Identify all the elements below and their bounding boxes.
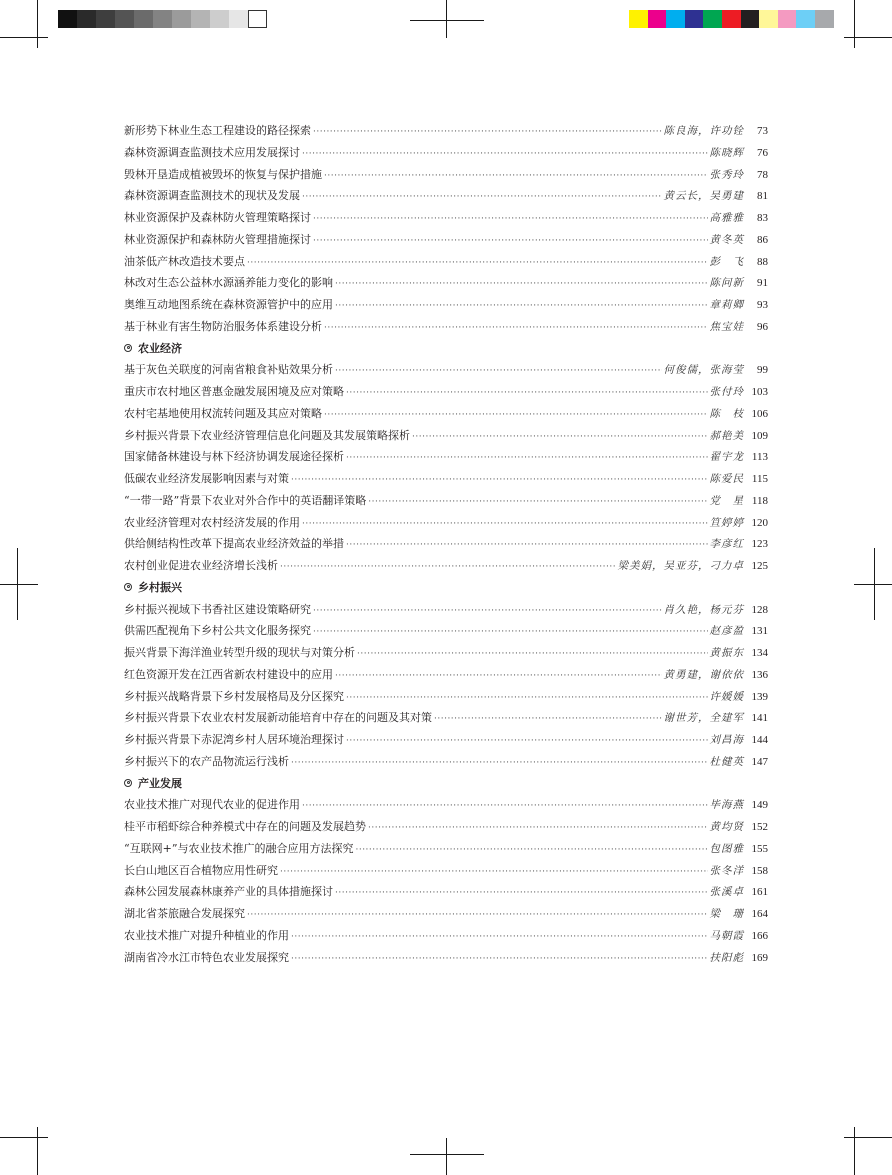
toc-entry[interactable] [124,883,768,901]
entry-authors: 张秀玲 [709,168,744,181]
entry-authors: 陈晓辉 [709,146,744,159]
entry-page-number: 106 [751,407,768,420]
toc-entry[interactable] [124,666,768,684]
dot-leader [335,884,708,902]
dot-leader [368,493,707,511]
entry-authors: 何俊儒，张海莹 [663,364,744,377]
entry-page-number: 115 [751,473,768,485]
double-circle-icon [124,583,132,591]
toc-entry[interactable] [124,209,768,227]
entry-title: 国家储备林建设与林下经济协调发展途径探析 [124,450,344,464]
entry-authors: 章莉卿 [709,299,744,311]
dot-leader [280,863,708,881]
dot-leader [302,797,708,815]
entry-title: 振兴背景下海洋渔业转型升级的现状与对策分析 [124,646,355,659]
entry-title: 红色资源开发在江西省新农村建设中的应用 [124,667,333,681]
entry-page-number: 81 [757,190,768,203]
entry-page-number: 131 [751,625,768,638]
dot-leader [346,536,708,554]
entry-title: “一带一路”背景下农业对外合作中的英语翻译策略 [124,493,367,507]
entry-title: 林业资源保护和森林防火管理措施探讨 [124,232,311,246]
entry-title: 农村创业促进农业经济增长浅析 [124,559,278,572]
entry-page-number: 93 [757,299,768,311]
dot-leader [291,754,708,772]
section-heading [124,775,182,793]
toc-entry[interactable] [124,731,768,749]
entry-authors: 高雅雅 [709,212,744,224]
toc-entry[interactable] [124,470,768,488]
entry-authors: 刘昌海 [709,734,744,746]
entry-authors: 彭 飞 [709,255,744,268]
entry-title: 低碳农业经济发展影响因素与对策 [124,472,289,485]
entry-authors: 陈良海，许功铨 [663,125,744,137]
toc-entry[interactable] [124,557,768,575]
dot-leader [313,623,708,641]
entry-page-number: 76 [757,146,768,159]
dot-leader [313,232,708,250]
entry-title: 乡村振兴下的农产品物流运行浅析 [124,754,289,768]
entry-title: 桂平市稻虾综合种养模式中存在的问题及发展趋势 [124,820,366,833]
entry-authors: 杜健英 [709,755,744,768]
entry-authors: 黄勇建，谢依依 [663,668,744,681]
entry-title: 森林资源调查监测技术的现状及发展 [124,189,300,203]
entry-authors: 翟宇龙 [709,451,744,464]
entry-title: 油茶低产林改造技术要点 [124,254,245,268]
section-heading [124,579,182,597]
dot-leader [357,645,708,663]
entry-title: 农业技术推广对提升种植业的作用 [124,928,289,942]
toc-entry[interactable] [124,144,768,162]
dot-leader [346,732,708,750]
toc-entry[interactable] [124,840,768,858]
dot-leader [346,384,708,402]
dot-leader [280,558,616,576]
entry-authors: 黄振东 [709,647,744,659]
dot-leader [313,123,662,141]
entry-authors: 谢世芳，全建军 [663,712,744,725]
entry-page-number: 91 [757,277,768,290]
entry-page-number: 144 [751,734,768,746]
entry-authors: 陈爱民 [709,473,744,485]
entry-page-number: 166 [751,929,768,942]
toc-entry[interactable] [124,405,768,423]
toc-entry[interactable] [124,296,768,314]
entry-authors: 党 星 [709,494,744,507]
entry-title: 湖北省茶旅融合发展探究 [124,907,245,920]
toc-entry[interactable] [124,622,768,640]
entry-title: 毁林开垦造成植被毁坏的恢复与保护措施 [124,167,322,181]
dot-leader [324,167,708,185]
toc-entry[interactable] [124,492,768,510]
entry-page-number: 120 [751,516,768,529]
toc-entry[interactable] [124,709,768,727]
entry-page-number: 88 [757,255,768,268]
toc-entry[interactable] [124,753,768,771]
toc-entry[interactable] [124,253,768,271]
entry-authors: 陈问新 [709,277,744,290]
toc-entry[interactable] [124,927,768,945]
entry-page-number: 123 [751,538,768,551]
entry-page-number: 96 [757,320,768,333]
toc-entry[interactable] [124,949,768,967]
dot-leader [302,515,708,533]
entry-page-number: 164 [751,908,768,920]
entry-title: 农业技术推广对现代农业的促进作用 [124,798,300,812]
dot-leader [302,145,708,163]
toc-entry[interactable] [124,601,768,619]
entry-authors: 梁 珊 [709,908,744,920]
entry-page-number: 73 [757,125,768,137]
toc-entry[interactable] [124,166,768,184]
dot-leader [412,428,708,446]
dot-leader [313,210,708,228]
entry-authors: 毕海燕 [709,799,744,812]
dot-leader [291,950,708,968]
toc-entry[interactable] [124,361,768,379]
entry-authors: 郝艳美 [709,429,744,442]
entry-authors: 包图雅 [709,842,744,855]
dot-leader [247,906,708,924]
section-label: 农业经济 [138,341,182,355]
entry-page-number: 136 [751,668,768,681]
entry-page-number: 161 [751,886,768,899]
entry-page-number: 139 [751,690,768,703]
entry-title: 供给侧结构性改革下提高农业经济效益的举措 [124,537,344,551]
section-heading [124,340,182,358]
entry-title: 乡村振兴背景下农业农村发展新动能培育中存在的问题及其对策 [124,711,432,725]
entry-authors: 焦宝娃 [709,320,744,333]
toc-entry[interactable] [124,383,768,401]
entry-title: 基于灰色关联度的河南省粮食补贴效果分析 [124,363,333,377]
toc-entry[interactable] [124,274,768,292]
dot-leader [313,602,662,620]
entry-page-number: 86 [757,233,768,246]
dot-leader [335,362,662,380]
entry-authors: 扶阳彪 [709,951,744,964]
entry-authors: 肖久艳，杨元芬 [663,603,744,616]
toc-entry[interactable] [124,862,768,880]
entry-page-number: 149 [751,799,768,812]
section-label: 乡村振兴 [138,580,182,594]
dot-leader [335,297,708,315]
dot-leader [324,406,708,424]
entry-authors: 李彦红 [709,538,744,551]
toc-entry[interactable] [124,122,768,140]
entry-authors: 黄冬英 [709,233,744,246]
toc-entry[interactable] [124,427,768,445]
double-circle-icon [124,779,132,787]
entry-page-number: 152 [751,821,768,833]
entry-authors: 梁美娟，吴亚芬，刁力卓 [617,560,744,572]
toc-entry[interactable] [124,644,768,662]
entry-page-number: 78 [757,168,768,181]
toc-entry[interactable] [124,818,768,836]
toc-entry[interactable] [124,535,768,553]
dot-leader [346,689,708,707]
double-circle-icon [124,344,132,352]
toc-entry[interactable] [124,796,768,814]
entry-page-number: 118 [751,494,768,507]
entry-title: 乡村振兴背景下赤泥湾乡村人居环境治理探讨 [124,733,344,746]
entry-title: 林改对生态公益林水源涵养能力变化的影响 [124,276,333,290]
entry-page-number: 99 [757,364,768,377]
toc-entry[interactable] [124,448,768,466]
entry-authors: 赵彦盈 [709,625,744,638]
entry-page-number: 128 [751,603,768,616]
dot-leader [335,275,708,293]
entry-page-number: 113 [751,451,768,464]
entry-page-number: 134 [751,647,768,659]
entry-page-number: 169 [751,951,768,964]
dot-leader [335,667,662,685]
toc-entry[interactable] [124,905,768,923]
entry-page-number: 103 [751,386,768,398]
entry-page-number: 83 [757,212,768,224]
entry-title: 林业资源保护及森林防火管理策略探讨 [124,211,311,224]
dot-leader [434,710,662,728]
dot-leader [247,254,708,272]
entry-page-number: 125 [751,560,768,572]
toc-entry[interactable] [124,231,768,249]
entry-page-number: 147 [751,755,768,768]
toc-entry[interactable] [124,514,768,532]
entry-title: 农业经济管理对农村经济发展的作用 [124,515,300,529]
entry-authors: 笪婷婷 [709,516,744,529]
entry-title: 乡村振兴战略背景下乡村发展格局及分区探究 [124,689,344,703]
entry-authors: 许媛媛 [709,690,744,703]
dot-leader [355,841,707,859]
entry-title: “互联网+”与农业技术推广的融合应用方法探究 [124,841,354,855]
entry-page-number: 155 [751,842,768,855]
entry-authors: 黄云长，吴勇建 [663,190,744,203]
section-label: 产业发展 [138,776,182,790]
entry-title: 重庆市农村地区普惠金融发展困境及应对策略 [124,385,344,398]
entry-page-number: 109 [751,429,768,442]
dot-leader [291,471,708,489]
dot-leader [368,819,708,837]
entry-authors: 马朝霞 [709,929,744,942]
entry-page-number: 141 [751,712,768,725]
entry-title: 新形势下林业生态工程建设的路径探索 [124,124,311,137]
entry-page-number: 158 [751,864,768,877]
dot-leader [324,319,708,337]
entry-authors: 陈 枝 [709,407,744,420]
entry-title: 农村宅基地使用权流转问题及其应对策略 [124,406,322,420]
entry-title: 供需匹配视角下乡村公共文化服务探究 [124,624,311,638]
entry-authors: 张付玲 [709,386,744,398]
entry-title: 森林公园发展森林康养产业的具体措施探讨 [124,885,333,899]
entry-title: 乡村振兴视域下书香社区建设策略研究 [124,602,311,616]
entry-title: 奥维互动地图系统在森林资源管护中的应用 [124,298,333,311]
entry-authors: 张溪卓 [709,886,744,899]
entry-authors: 张冬洋 [709,864,744,877]
entry-title: 森林资源调查监测技术应用发展探讨 [124,145,300,159]
entry-title: 长白山地区百合植物应用性研究 [124,863,278,877]
entry-title: 湖南省冷水江市特色农业发展探究 [124,950,289,964]
toc-entry[interactable] [124,318,768,336]
entry-title: 基于林业有害生物防治服务体系建设分析 [124,319,322,333]
toc-entry[interactable] [124,688,768,706]
toc-entry[interactable] [124,187,768,205]
entry-authors: 黄均贤 [709,821,744,833]
dot-leader [291,928,708,946]
entry-title: 乡村振兴背景下农业经济管理信息化问题及其发展策略探析 [124,428,410,442]
dot-leader [346,449,708,467]
dot-leader [302,188,662,206]
